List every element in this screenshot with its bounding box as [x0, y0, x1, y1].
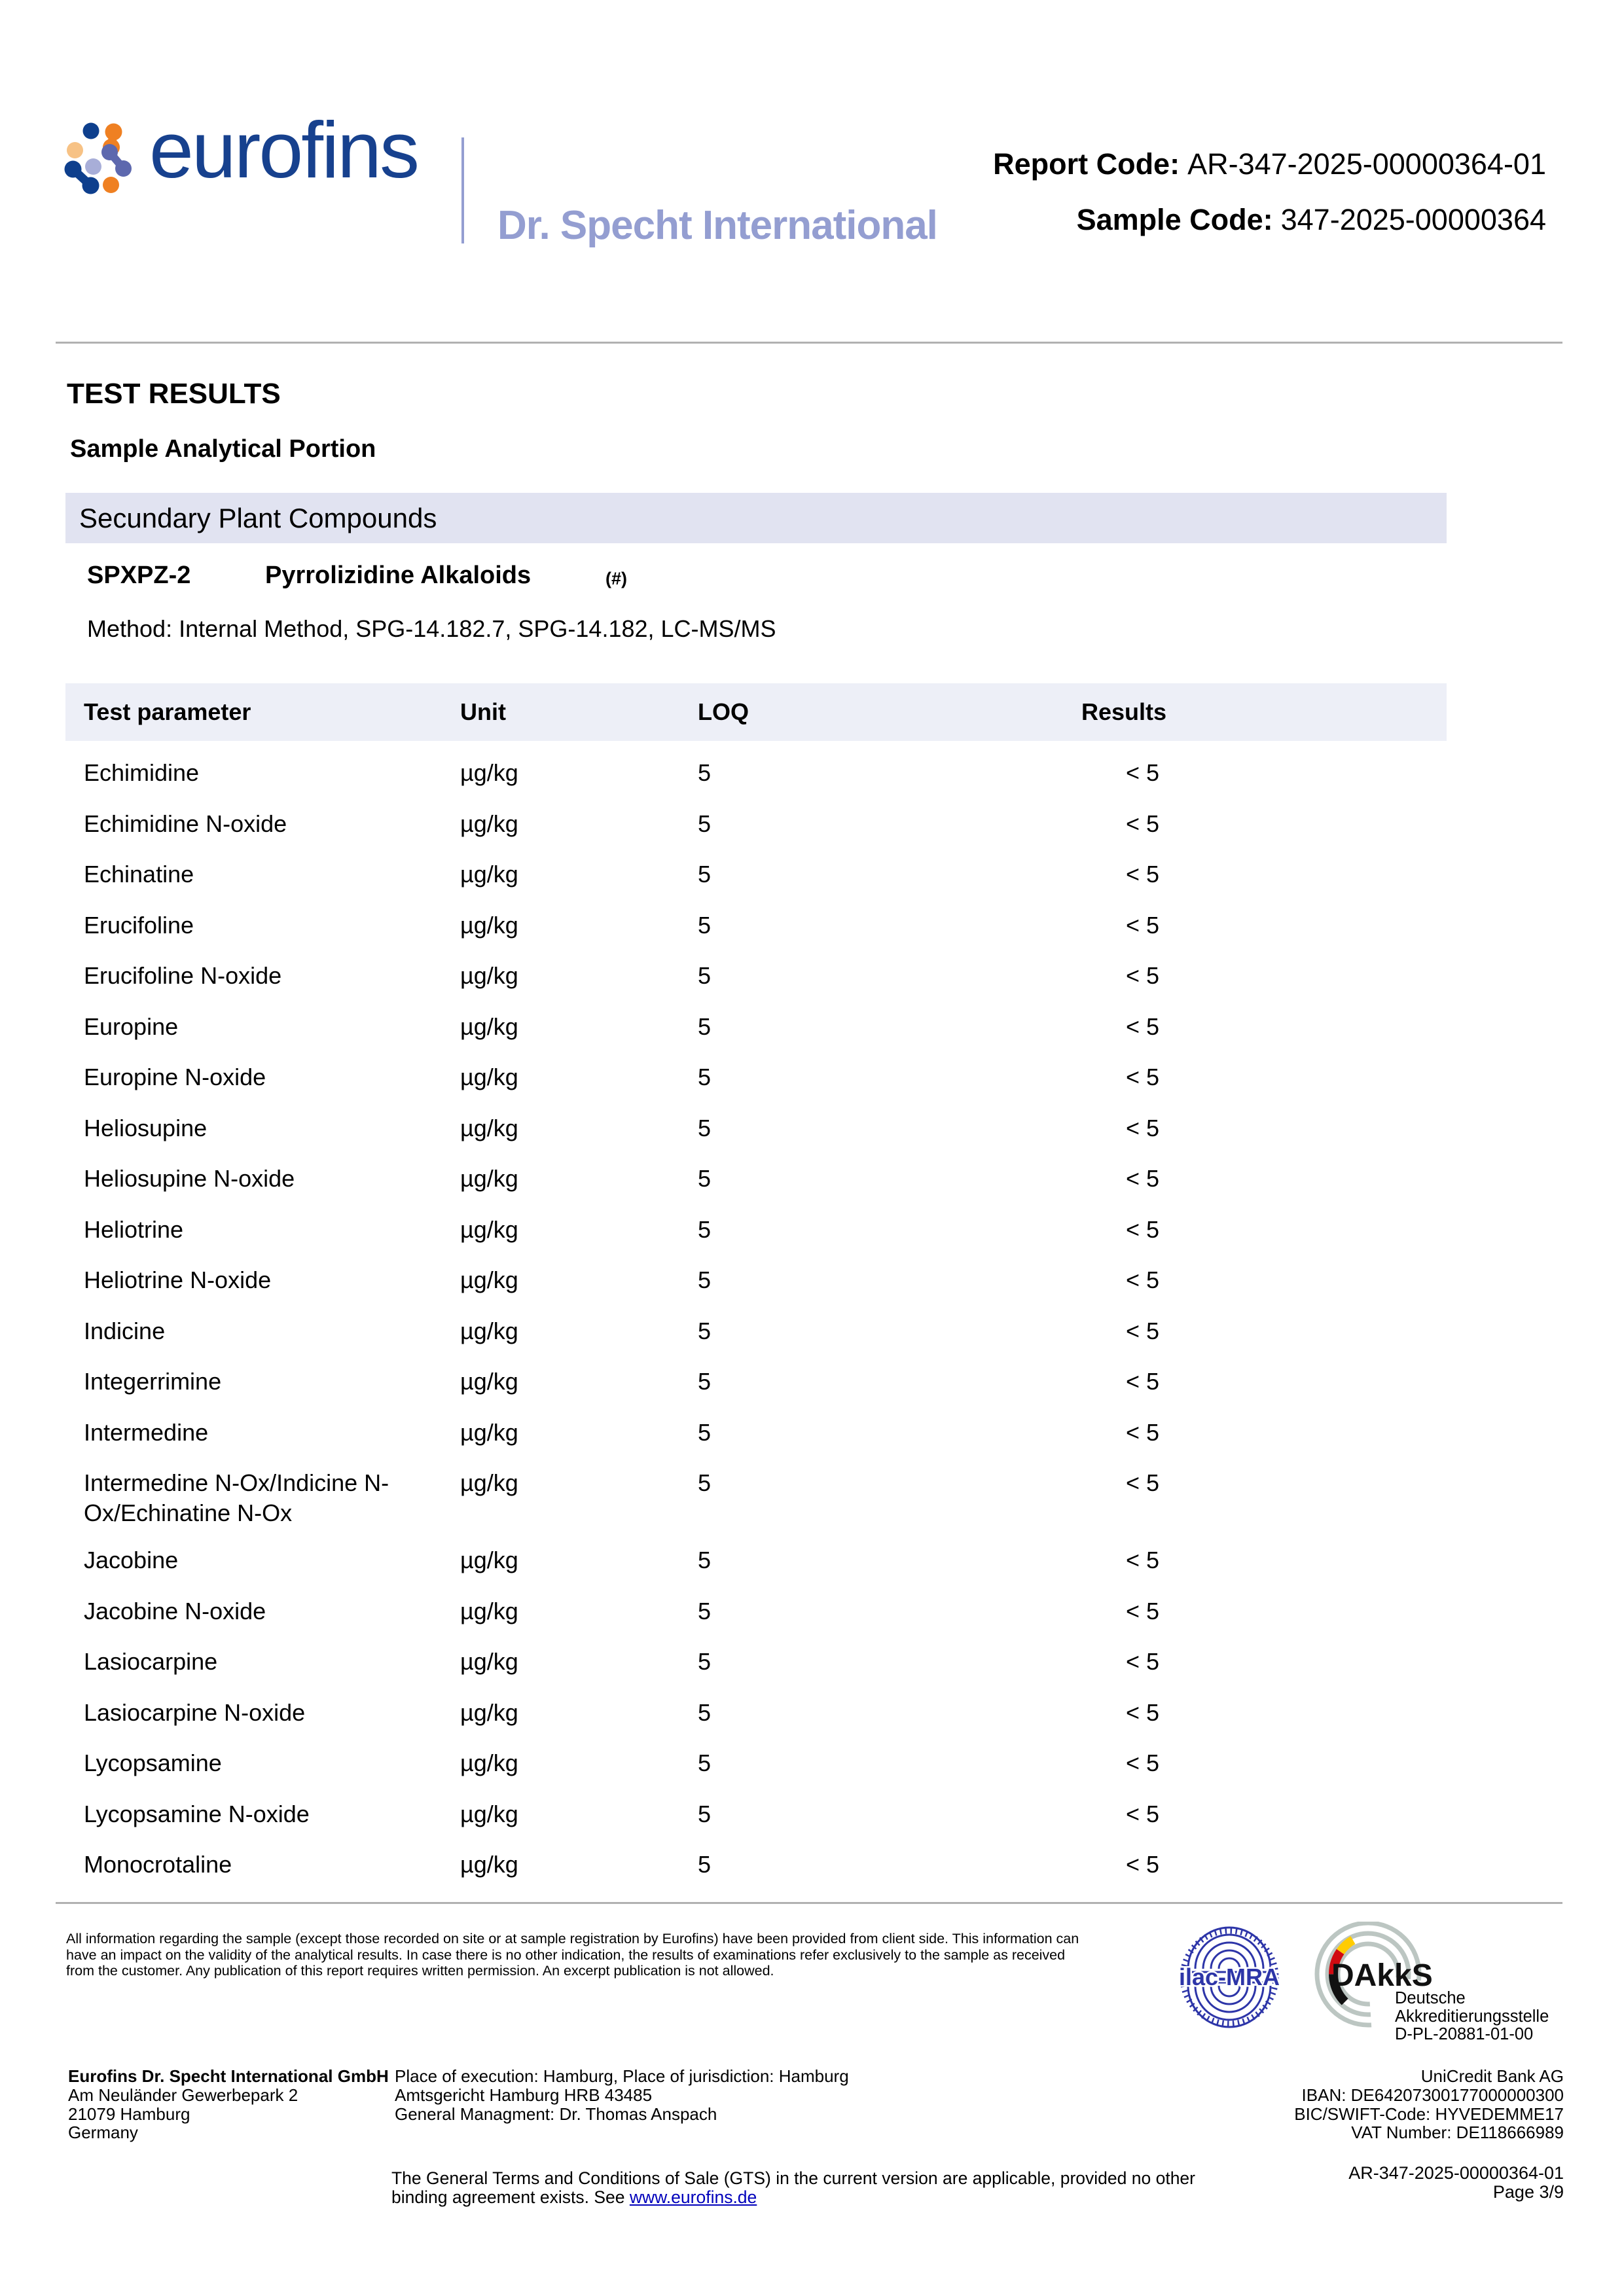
- results-table-header: [65, 683, 1447, 741]
- eurofins-logo-icon: [62, 120, 135, 197]
- col-loq: LOQ: [698, 698, 749, 725]
- doc-ref: AR-347-2025-00000364-01: [1348, 2163, 1564, 2183]
- header-rule: [56, 342, 1562, 344]
- cell-test-parameter: Heliosupine: [84, 1114, 208, 1141]
- cell-unit: µg/kg: [460, 1114, 518, 1141]
- cell-unit: µg/kg: [460, 1749, 518, 1776]
- cell-test-parameter: Monocrotaline: [84, 1851, 232, 1878]
- page-title: TEST RESULTS: [67, 378, 281, 410]
- bank-line: UniCredit Bank AG: [1420, 2066, 1564, 2086]
- analysis-flag: (#): [605, 569, 627, 588]
- cell-loq: 5: [698, 1749, 712, 1776]
- cell-unit: µg/kg: [460, 759, 518, 786]
- table-row: [65, 1731, 1447, 1782]
- table-row: [65, 1096, 1447, 1147]
- cell-unit: µg/kg: [460, 810, 518, 837]
- bank-info: [1294, 2067, 1564, 2142]
- cell-loq: 5: [698, 1064, 712, 1090]
- cell-loq: 5: [698, 1114, 712, 1141]
- cell-result: < 5: [1126, 1469, 1160, 1496]
- gts-note: [391, 2169, 1195, 2206]
- cell-unit: µg/kg: [460, 1800, 518, 1827]
- cell-test-parameter: Lycopsamine N-oxide: [84, 1800, 310, 1827]
- dakks-line: Akkreditierungsstelle: [1395, 2007, 1549, 2026]
- cell-loq: 5: [698, 1013, 712, 1040]
- division-name: Dr. Specht International: [497, 203, 937, 248]
- cell-unit: µg/kg: [460, 1368, 518, 1395]
- cell-unit: µg/kg: [460, 1317, 518, 1344]
- table-row: [65, 1681, 1447, 1732]
- cell-test-parameter: Erucifoline N-oxide: [84, 962, 282, 989]
- disclaimer-line: have an impact on the validity of the analytical results. In case there is no other indication, the results of examinations refer exclusively to the sample as received: [66, 1946, 1066, 1963]
- company-city: 21079 Hamburg: [68, 2104, 190, 2124]
- cell-loq: 5: [698, 911, 712, 939]
- table-row: [65, 1401, 1447, 1452]
- cell-test-parameter: Echinatine: [84, 861, 194, 888]
- cell-loq: 5: [698, 1648, 712, 1675]
- results-table-body: [65, 741, 1447, 1884]
- dakks-accreditation-text: [1395, 1990, 1549, 2044]
- cell-unit: µg/kg: [460, 1851, 518, 1878]
- table-row: [65, 893, 1447, 944]
- table-row: [65, 1630, 1447, 1681]
- cell-loq: 5: [698, 1547, 712, 1573]
- cell-result: < 5: [1126, 1165, 1160, 1192]
- table-row: [65, 1579, 1447, 1630]
- cell-test-parameter: Jacobine N-oxide: [84, 1597, 266, 1624]
- sample-code-line: [1077, 204, 1546, 236]
- cell-result: < 5: [1126, 962, 1160, 989]
- analysis-name: Pyrrolizidine Alkaloids: [265, 562, 532, 589]
- cell-test-parameter: Intermedine: [84, 1418, 209, 1446]
- page-number: Page 3/9: [1492, 2181, 1564, 2202]
- table-row: [65, 1528, 1447, 1579]
- cell-unit: µg/kg: [460, 1469, 518, 1496]
- dakks-label: DAkkS: [1331, 1958, 1433, 1993]
- cell-unit: µg/kg: [460, 911, 518, 939]
- cell-result: < 5: [1126, 861, 1160, 888]
- cell-unit: µg/kg: [460, 1547, 518, 1573]
- cell-result: < 5: [1126, 911, 1160, 939]
- company-street: Am Neuländer Gewerbepark 2: [68, 2085, 298, 2105]
- cell-result: < 5: [1126, 1851, 1160, 1878]
- cell-test-parameter: Intermedine N-Ox/Indicine N-Ox/Echinatine N-Ox: [84, 1469, 389, 1526]
- cell-test-parameter: Erucifoline: [84, 911, 194, 939]
- table-row: [65, 741, 1447, 792]
- bank-line: IBAN: DE64207300177000000300: [1301, 2085, 1564, 2105]
- disclaimer-line: from the customer. Any publication of this report requires written permission. An excerpt publication is not allowed.: [66, 1963, 774, 1979]
- cell-loq: 5: [698, 1266, 712, 1293]
- table-row: [65, 1451, 1447, 1528]
- col-unit: Unit: [460, 698, 506, 725]
- cell-test-parameter: Lasiocarpine N-oxide: [84, 1698, 306, 1726]
- col-results: Results: [1081, 698, 1167, 725]
- cell-unit: µg/kg: [460, 1597, 518, 1624]
- cell-unit: µg/kg: [460, 1266, 518, 1293]
- cell-result: < 5: [1126, 1368, 1160, 1395]
- cell-loq: 5: [698, 1851, 712, 1878]
- sample-code-value: 347-2025-00000364: [1280, 203, 1546, 236]
- sample-code-label: Sample Code:: [1076, 203, 1273, 236]
- cell-loq: 5: [698, 861, 712, 888]
- disclaimer-line: All information regarding the sample (except those recorded on site or at sample registration by Eurofins) have been provided from client side. This information can: [66, 1931, 1079, 1946]
- cell-result: < 5: [1126, 1648, 1160, 1675]
- table-row: [65, 842, 1447, 893]
- cell-test-parameter: Echimidine: [84, 759, 200, 786]
- legal-line: Amtsgericht Hamburg HRB 43485: [395, 2085, 653, 2105]
- cell-test-parameter: Integerrimine: [84, 1368, 222, 1395]
- table-row: [65, 1248, 1447, 1299]
- gts-line: binding agreement exists. See www.eurofins.de: [391, 2187, 757, 2207]
- report-code-label: Report Code:: [993, 147, 1180, 181]
- table-row: [65, 995, 1447, 1046]
- cell-test-parameter: Echimidine N-oxide: [84, 810, 287, 837]
- cell-loq: 5: [698, 1368, 712, 1395]
- cell-test-parameter: Heliosupine N-oxide: [84, 1165, 295, 1192]
- brand-wordmark: eurofins: [149, 105, 418, 194]
- cell-result: < 5: [1126, 1800, 1160, 1827]
- cell-loq: 5: [698, 1215, 712, 1243]
- cell-loq: 5: [698, 759, 712, 786]
- table-row: [65, 1045, 1447, 1096]
- document-reference: [1348, 2164, 1564, 2201]
- cell-unit: µg/kg: [460, 861, 518, 888]
- cell-unit: µg/kg: [460, 1698, 518, 1726]
- table-row: [65, 1299, 1447, 1350]
- cell-unit: µg/kg: [460, 1215, 518, 1243]
- cell-unit: µg/kg: [460, 1418, 518, 1446]
- bank-line: BIC/SWIFT-Code: HYVEDEMME17: [1294, 2104, 1564, 2124]
- cell-test-parameter: Europine N-oxide: [84, 1064, 266, 1090]
- table-row: [65, 1198, 1447, 1249]
- eurofins-website-link[interactable]: www.eurofins.de: [629, 2187, 757, 2207]
- table-row: [65, 1350, 1447, 1401]
- table-row: [65, 1147, 1447, 1198]
- cell-result: < 5: [1126, 1597, 1160, 1624]
- cell-loq: 5: [698, 1317, 712, 1344]
- cell-loq: 5: [698, 810, 712, 837]
- dakks-line: D-PL-20881-01-00: [1395, 2025, 1534, 2043]
- cell-test-parameter: Heliotrine N-oxide: [84, 1266, 272, 1293]
- gts-line: The General Terms and Conditions of Sale (GTS) in the current version are applicable, provided no other: [391, 2168, 1195, 2188]
- col-test-parameter: Test parameter: [84, 698, 251, 725]
- table-row: [65, 792, 1447, 843]
- table-row: [65, 944, 1447, 995]
- legal-line: Place of execution: Hamburg, Place of jurisdiction: Hamburg: [395, 2066, 849, 2086]
- company-name: Eurofins Dr. Specht International GmbH: [68, 2066, 389, 2086]
- cell-loq: 5: [698, 1800, 712, 1827]
- cell-result: < 5: [1126, 1317, 1160, 1344]
- cell-unit: µg/kg: [460, 1064, 518, 1090]
- cell-unit: µg/kg: [460, 962, 518, 989]
- cell-loq: 5: [698, 1165, 712, 1192]
- cell-test-parameter: Lycopsamine: [84, 1749, 222, 1776]
- cell-result: < 5: [1126, 1013, 1160, 1040]
- cell-loq: 5: [698, 1418, 712, 1446]
- table-row: [65, 1782, 1447, 1833]
- cell-result: < 5: [1126, 759, 1160, 786]
- cell-result: < 5: [1126, 1266, 1160, 1293]
- cell-result: < 5: [1126, 1114, 1160, 1141]
- table-row: [65, 1833, 1447, 1884]
- cell-test-parameter: Heliotrine: [84, 1215, 184, 1243]
- header-divider: [461, 137, 464, 243]
- cell-test-parameter: Jacobine: [84, 1547, 179, 1573]
- report-code-line: [993, 148, 1546, 181]
- cell-result: < 5: [1126, 1547, 1160, 1573]
- cell-test-parameter: Lasiocarpine: [84, 1648, 218, 1675]
- cell-loq: 5: [698, 1469, 712, 1496]
- cell-unit: µg/kg: [460, 1165, 518, 1192]
- dakks-line: Deutsche: [1395, 1989, 1466, 2007]
- cell-result: < 5: [1126, 1064, 1160, 1090]
- section-banner: [65, 493, 1447, 543]
- cell-result: < 5: [1126, 1418, 1160, 1446]
- section-banner-label: Secundary Plant Compounds: [79, 503, 437, 533]
- legal-info: [395, 2067, 849, 2123]
- cell-unit: µg/kg: [460, 1013, 518, 1040]
- disclaimer: [66, 1931, 1079, 1979]
- cell-result: < 5: [1126, 1215, 1160, 1243]
- company-address: [68, 2067, 389, 2142]
- cell-test-parameter: Indicine: [84, 1317, 166, 1344]
- cell-unit: µg/kg: [460, 1648, 518, 1675]
- legal-line: General Managment: Dr. Thomas Anspach: [395, 2104, 717, 2124]
- cell-result: < 5: [1126, 1698, 1160, 1726]
- cell-test-parameter: Europine: [84, 1013, 179, 1040]
- cell-loq: 5: [698, 1698, 712, 1726]
- cell-loq: 5: [698, 1597, 712, 1624]
- footer-rule: [56, 1902, 1562, 1904]
- ilac-mra-label: ilac-MRA: [1178, 1964, 1280, 1990]
- cell-result: < 5: [1126, 1749, 1160, 1776]
- page-subtitle: Sample Analytical Portion: [70, 435, 376, 463]
- cell-result: < 5: [1126, 810, 1160, 837]
- analysis-code: SPXPZ-2: [87, 562, 191, 589]
- cell-loq: 5: [698, 962, 712, 989]
- ilac-mra-logo-icon: [1177, 1926, 1282, 2029]
- method-line: Method: Internal Method, SPG-14.182.7, SPG-14.182, LC-MS/MS: [87, 615, 776, 642]
- company-country: Germany: [68, 2123, 138, 2143]
- bank-line: VAT Number: DE118666989: [1351, 2123, 1564, 2143]
- report-code-value: AR-347-2025-00000364-01: [1187, 147, 1546, 181]
